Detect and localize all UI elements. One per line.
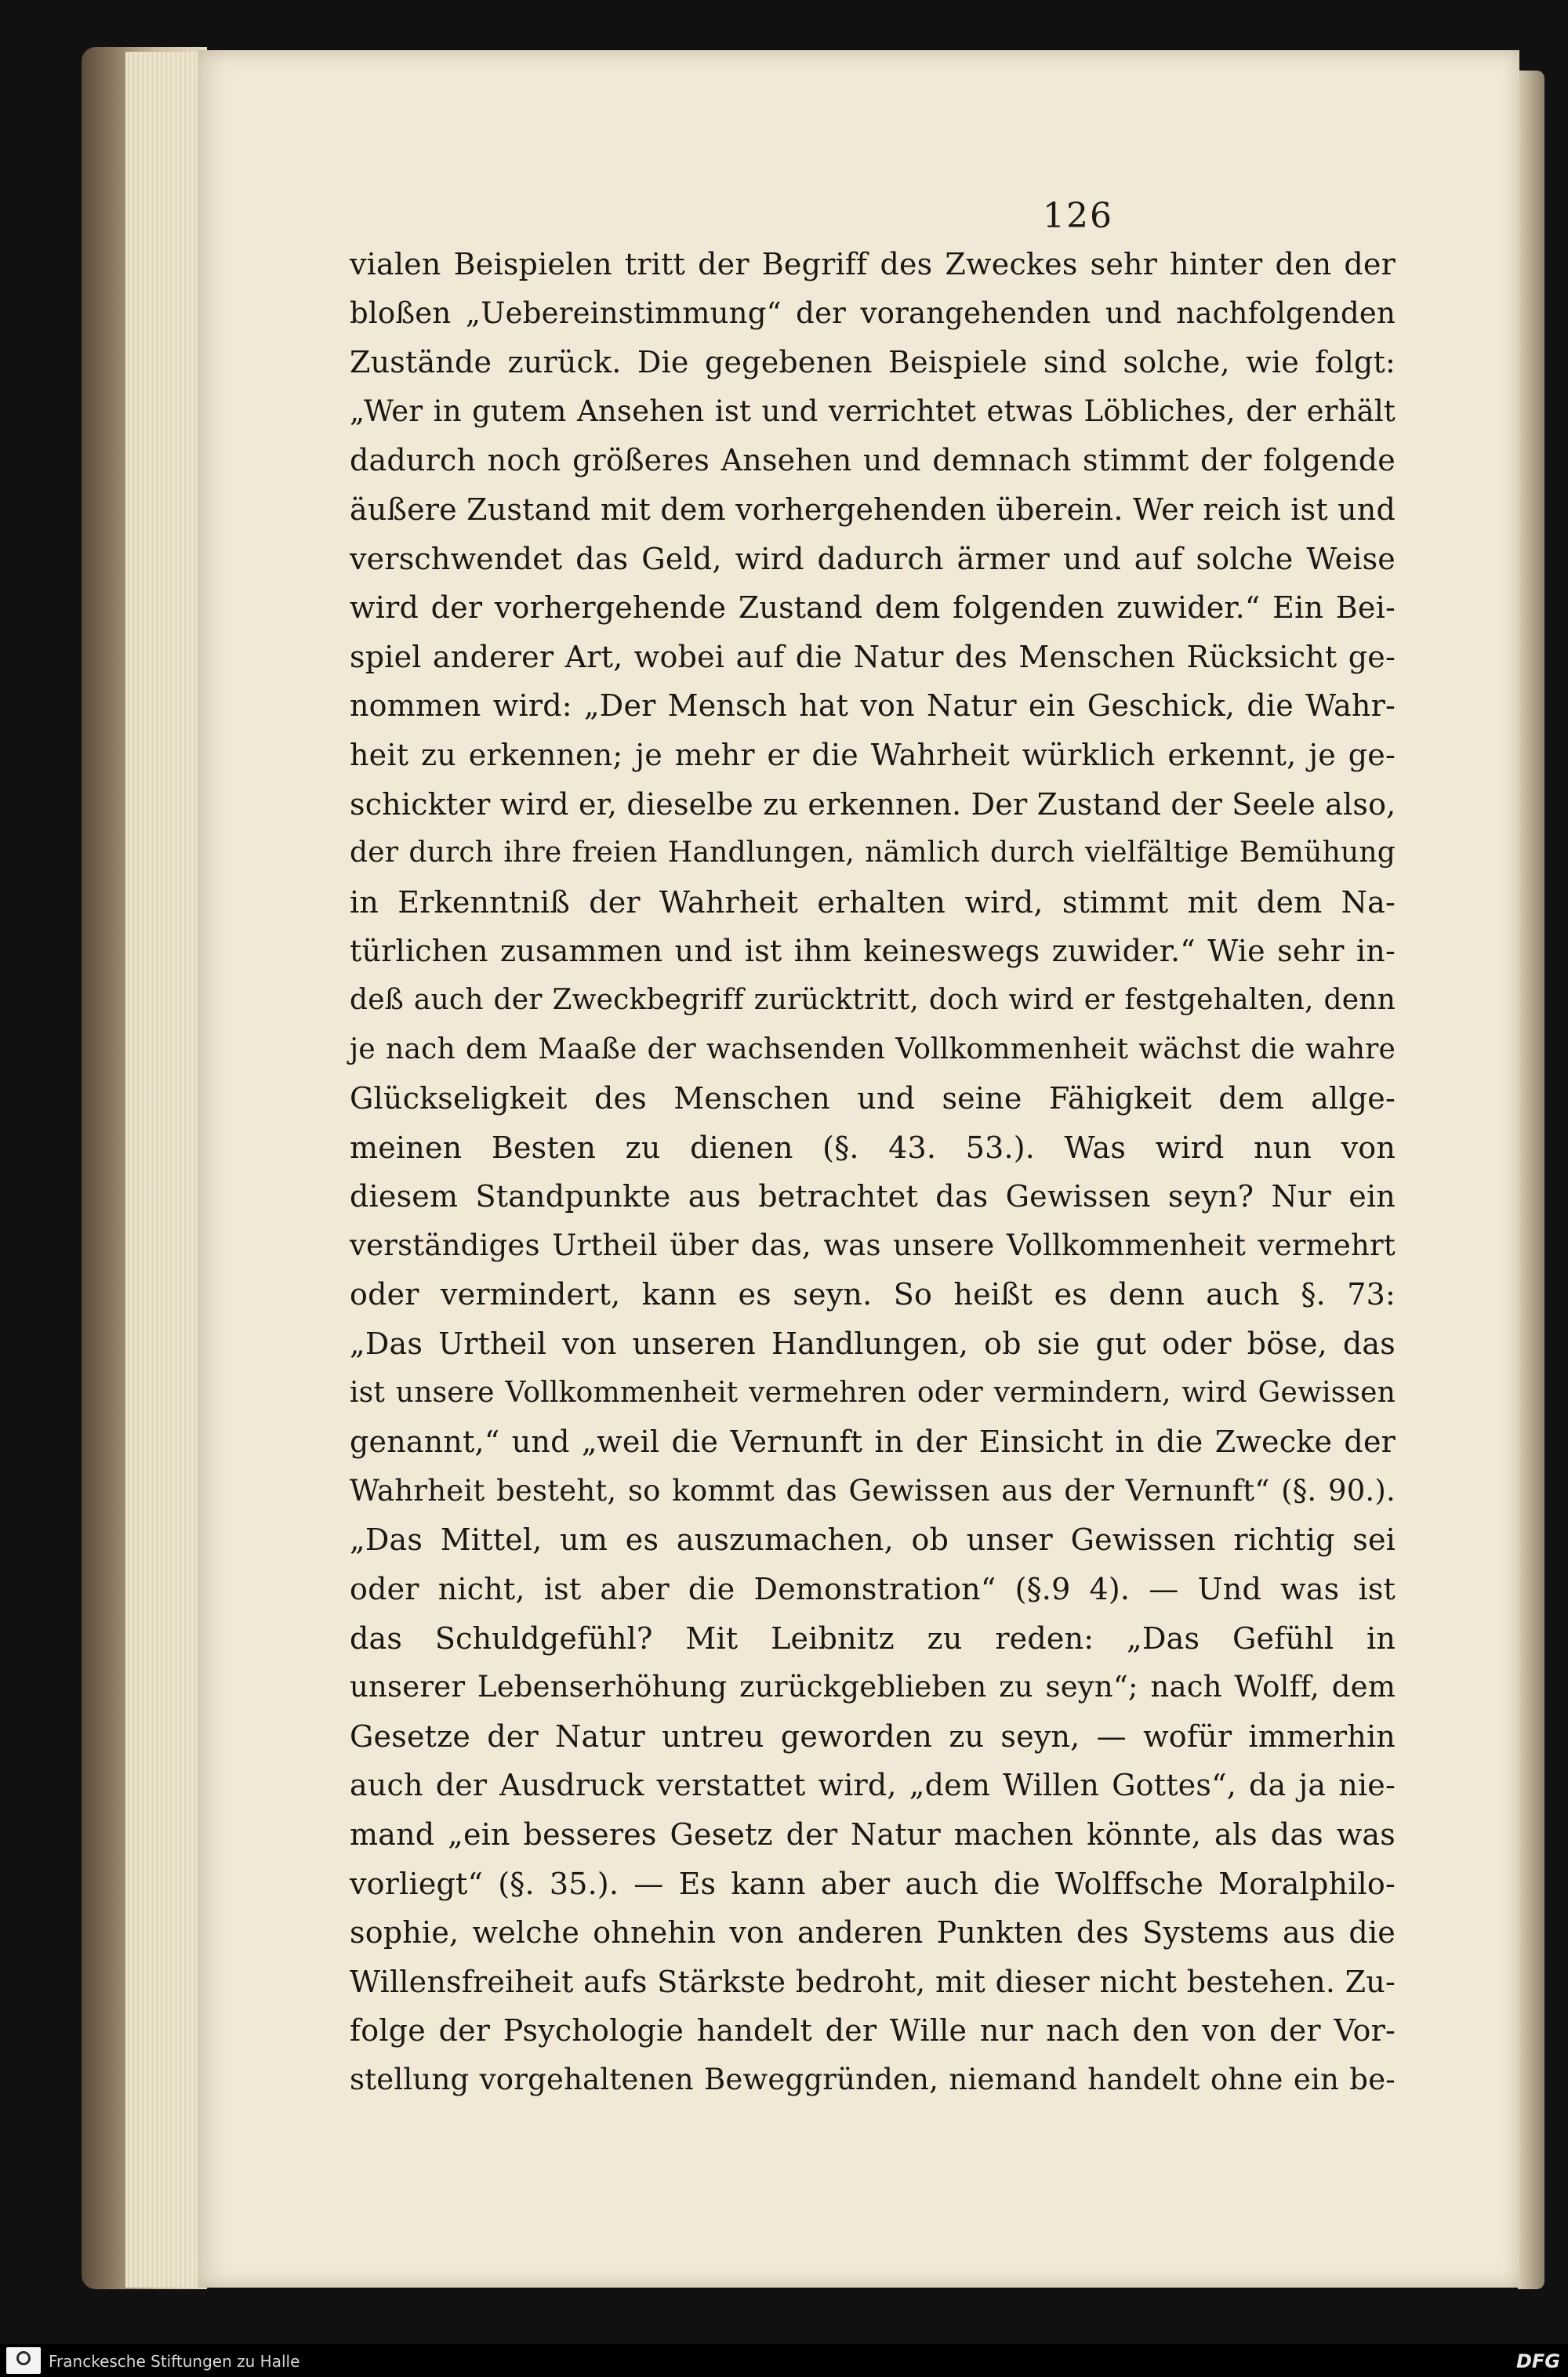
text-line: vorliegt“ (§. 35.). — Es kann aber auch die Wolffsche Moralphilo-: [350, 1866, 1396, 1901]
dfg-brand-label: DFG: [1515, 2350, 1560, 2372]
text-line: vialen Beispielen tritt der Begriff des Zweckes sehr hinter den der: [350, 247, 1396, 281]
text-line: der durch ihre freien Handlungen, nämlich durch vielfältige Bemühung: [350, 836, 1396, 869]
text-line: spiel anderer Art, wobei auf die Natur des Menschen Rücksicht ge-: [350, 639, 1396, 674]
text-line: auch der Ausdruck verstattet wird, „dem Willen Gottes“, da ja nie-: [350, 1768, 1396, 1803]
text-line: diesem Standpunkte aus betrachtet das Gewissen seyn? Nur ein: [350, 1179, 1396, 1214]
page-number-text: 126: [1043, 196, 1113, 236]
text-line: folge der Psychologie handelt der Wille nur nach den von der Vor-: [350, 2013, 1396, 2049]
page-edges-right: [1518, 71, 1544, 2289]
text-line: nommen wird: „Der Mensch hat von Natur ein Geschick, die Wahr-: [350, 688, 1396, 724]
page-number: [198, 196, 1519, 236]
text-line: deß auch der Zweckbegriff zurücktritt, doch wird er festgehalten, denn: [350, 983, 1396, 1016]
text-line: meinen Besten zu dienen (§. 43. 53.). Was wird nun von: [350, 1130, 1396, 1165]
text-line: Willensfreiheit aufs Stärkste bedroht, mit dieser nicht bestehen. Zu-: [350, 1964, 1396, 1999]
text-line: mand „ein besseres Gesetz der Natur machen könnte, als das was: [350, 1817, 1396, 1852]
footer-institution-label: Franckesche Stiftungen zu Halle: [49, 2352, 300, 2371]
text-line: Gesetze der Natur untreu geworden zu seyn, — wofür immerhin: [350, 1718, 1396, 1754]
text-line: in Erkenntniß der Wahrheit erhalten wird, stimmt mit dem Na-: [350, 884, 1396, 920]
body-text: [350, 240, 1396, 2105]
text-line: verständiges Urtheil über das, was unsere Vollkommenheit vermehrt: [350, 1228, 1396, 1262]
text-line: Glückseligkeit des Menschen und seine Fähigkeit dem allge-: [350, 1081, 1396, 1116]
text-line: unserer Lebenserhöhung zurückgeblieben zu seyn“; nach Wolff, dem: [350, 1670, 1396, 1704]
text-line: Wahrheit besteht, so kommt das Gewissen aus der Vernunft“ (§. 90.).: [350, 1473, 1396, 1508]
text-line: bloßen „Uebereinstimmung“ der vorangehenden und nachfolgenden: [350, 296, 1396, 330]
text-line: wird der vorhergehende Zustand dem folgenden zuwider.“ Ein Bei-: [350, 590, 1396, 626]
text-line: äußere Zustand mit dem vorhergehenden überein. Wer reich ist und: [350, 492, 1396, 527]
text-line: „Das Mittel, um es auszumachen, ob unser Gewissen richtig sei: [350, 1522, 1396, 1558]
viewer-footer: [0, 2344, 1568, 2377]
text-line: Zustände zurück. Die gegebenen Beispiele sind solche, wie folgt:: [350, 345, 1396, 380]
text-line: oder vermindert, kann es seyn. So heißt es denn auch §. 73:: [350, 1277, 1396, 1312]
text-line: das Schuldgefühl? Mit Leibnitz zu reden: „Das Gefühl in: [350, 1620, 1396, 1656]
text-line: „Wer in gutem Ansehen ist und verrichtet etwas Löbliches, der erhält: [350, 394, 1396, 428]
text-line: ist unsere Vollkommenheit vermehren oder vermindern, wird Gewissen: [350, 1376, 1396, 1409]
franckesche-stiftungen-logo-icon: [6, 2347, 41, 2374]
text-line: sophie, welche ohnehin von anderen Punkten des Systems aus die: [350, 1915, 1396, 1951]
text-line: oder nicht, ist aber die Demonstration“ (§.9 4). — Und was ist: [350, 1572, 1396, 1607]
text-line: „Das Urtheil von unseren Handlungen, ob sie gut oder böse, das: [350, 1326, 1396, 1362]
text-line: genannt,“ und „weil die Vernunft in der Einsicht in die Zwecke der: [350, 1424, 1396, 1460]
text-line: dadurch noch größeres Ansehen und demnach stimmt der folgende: [350, 443, 1396, 478]
text-line: verschwendet das Geld, wird dadurch ärmer und auf solche Weise: [350, 541, 1396, 576]
text-line: heit zu erkennen; je mehr er die Wahrheit würklich erkennt, je ge-: [350, 737, 1396, 772]
text-line: je nach dem Maaße der wachsenden Vollkommenheit wächst die wahre: [350, 1032, 1396, 1065]
text-line: türlichen zusammen und ist ihm keineswegs zuwider.“ Wie sehr in-: [350, 934, 1396, 969]
text-line: schickter wird er, dieselbe zu erkennen. Der Zustand der Seele also,: [350, 786, 1396, 822]
text-line: stellung vorgehaltenen Beweggründen, niemand handelt ohne ein be-: [350, 2062, 1396, 2096]
